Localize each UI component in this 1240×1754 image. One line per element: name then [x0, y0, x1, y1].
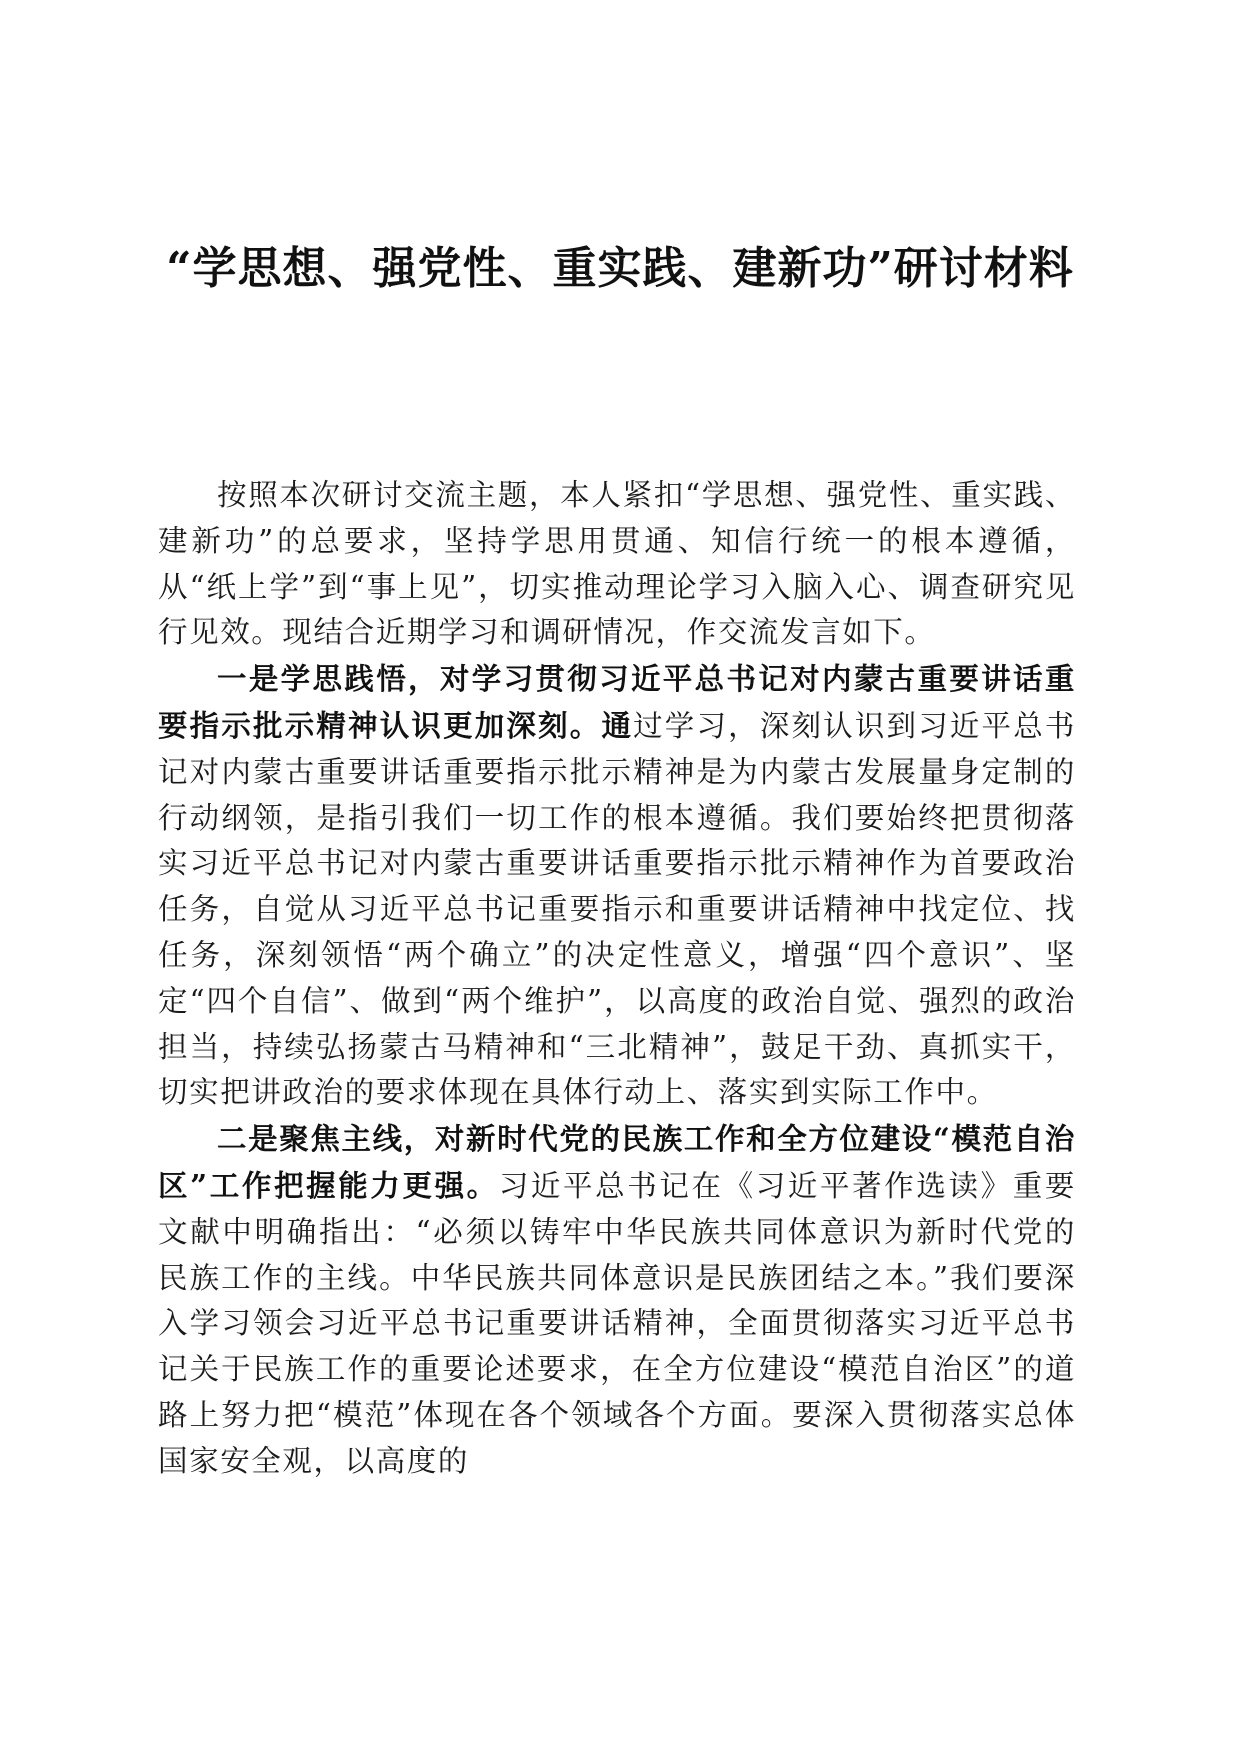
- section-one-paragraph: [158, 656, 1076, 1116]
- intro-paragraph: [158, 472, 1076, 656]
- section-one-text: 过学习，深刻认识到习近平总书记对内蒙古重要讲话重要指示批示精神是为内蒙古发展量身定制的行动纲领，是指引我们一切工作的根本遵循。我们要始终把贯彻落实习近平总书记对内蒙古重要讲话重要指示批示精神作为首要政治任务，自觉从习近平总书记重要指示和重要讲话精神中找定位、找任务，深刻领悟“两个确立”的决定性意义，增强“四个意识”、坚定“四个自信”、做到“两个维护”，以高度的政治自觉、强烈的政治担当，持续弘扬蒙古马精神和“三北精神”，鼓足干劲、真抓实干，切实把讲政治的要求体现在具体行动上、落实到实际工作中。: [158, 708, 1076, 1110]
- paragraph-text: 按照本次研讨交流主题，本人紧扣“学思想、强党性、重实践、建新功”的总要求，坚持学思用贯通、知信行统一的根本遵循，从“纸上学”到“事上见”，切实推动理论学习入脑入心、调查研究见行见效。现结合近期学习和调研情况，作交流发言如下。: [158, 478, 1076, 650]
- document-body: [158, 472, 1076, 1485]
- section-two-text: 习近平总书记在《习近平著作选读》重要文献中明确指出：“必须以铸牢中华民族共同体意识为新时代党的民族工作的主线。中华民族共同体意识是民族团结之本。”我们要深入学习领会习近平总书记重要讲话精神，全面贯彻落实习近平总书记关于民族工作的重要论述要求，在全方位建设“模范自治区”的道路上努力把“模范”体现在各个领域各个方面。要深入贯彻落实总体国家安全观，以高度的: [158, 1168, 1076, 1478]
- section-two-heading: 二是聚焦主线，对新时代党的民族工作和全方位建设“模范自治区”工作把握能力更强。: [158, 1121, 1076, 1203]
- section-one-heading: 一是学思践悟，对学习贯彻习近平总书记对内蒙古重要讲话重要指示批示精神认识更加深刻。通: [158, 661, 1076, 743]
- document-title: “学思想、强党性、重实践、建新功”研讨材料: [166, 243, 1074, 294]
- section-two-paragraph: [158, 1116, 1076, 1484]
